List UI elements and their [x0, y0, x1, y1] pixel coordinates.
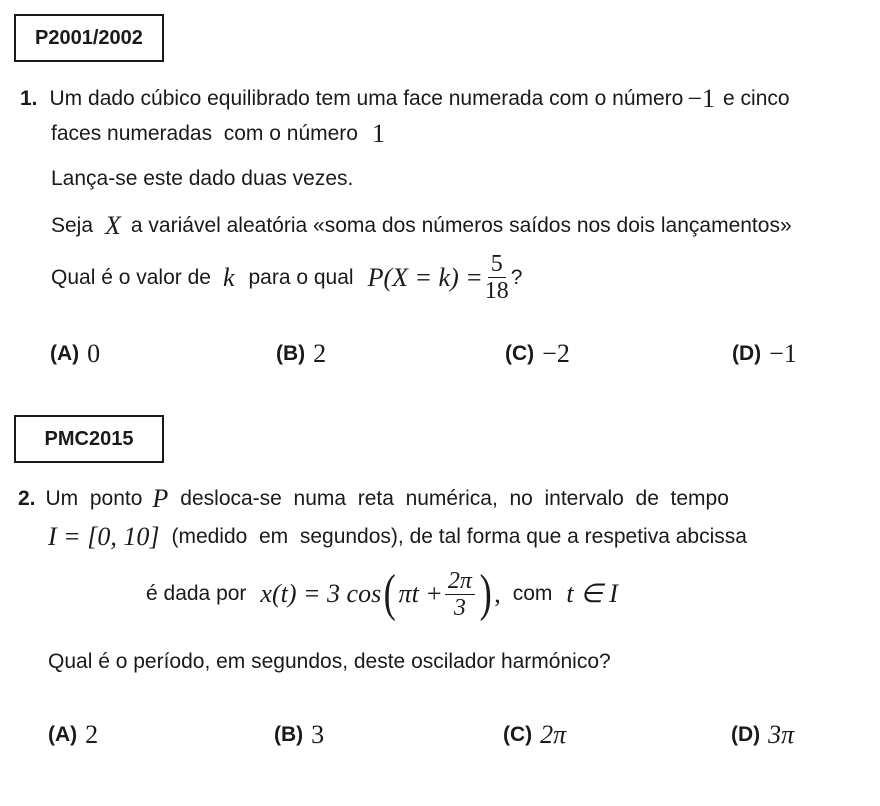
question-number: 1. — [20, 87, 38, 110]
question-text: Um ponto — [45, 487, 143, 510]
source-tag-label: PMC2015 — [44, 427, 134, 450]
math-value: 1 — [371, 119, 385, 148]
question-2-line-3 — [146, 565, 618, 622]
option-label: (D) — [732, 342, 762, 365]
question-text: ? — [510, 265, 523, 289]
option-value: 3π — [768, 720, 795, 749]
question-2-line-2 — [48, 522, 747, 552]
open-paren: ( — [383, 565, 396, 622]
option-a[interactable] — [50, 339, 100, 369]
question-text: (medido em segundos), de tal forma que a respetiva abcissa — [171, 525, 747, 548]
math-expression: P(X = k) = — [367, 262, 483, 292]
option-value: 2 — [85, 720, 99, 749]
question-2-line-4: Qual é o período, em segundos, deste oscilador harmónico? — [48, 650, 611, 673]
question-text: desloca-se numa reta numérica, no intervalo de tempo — [180, 487, 729, 510]
math-expression: t ∈ I — [566, 579, 618, 608]
option-label: (B) — [274, 723, 304, 746]
source-tag — [14, 14, 164, 62]
source-tag-label: P2001/2002 — [35, 26, 143, 49]
question-text: Um dado cúbico equilibrado tem uma face numerada com o número — [49, 87, 684, 110]
fraction-numerator: 5 — [488, 252, 506, 278]
option-value: 0 — [87, 339, 101, 368]
question-text: é dada por — [146, 582, 247, 605]
option-value: −2 — [542, 339, 570, 368]
question-text: Seja — [51, 214, 94, 237]
close-paren: ) — [479, 565, 492, 622]
option-label: (A) — [48, 723, 78, 746]
question-text: faces numeradas com o número — [51, 122, 358, 145]
question-text: com — [512, 582, 553, 605]
question-1-line-1 — [20, 84, 790, 114]
math-fraction — [485, 252, 509, 303]
question-number: 2. — [18, 487, 36, 510]
question-text: e cinco — [723, 87, 790, 110]
fraction-denominator: 18 — [484, 278, 509, 304]
math-variable: k — [222, 262, 235, 292]
option-c[interactable] — [503, 720, 566, 750]
question-1-line-3: Lança-se este dado duas vezes. — [51, 167, 354, 190]
option-b[interactable] — [274, 720, 324, 750]
question-1-line-4 — [51, 211, 792, 241]
option-value: −1 — [769, 339, 797, 368]
math-expression: x(t) = 3 cos — [260, 579, 382, 608]
option-label: (C) — [503, 723, 533, 746]
math-fraction — [445, 569, 475, 620]
question-text: para o qual — [248, 265, 354, 289]
option-value: 3 — [311, 720, 325, 749]
question-text: Qual é o valor de — [51, 265, 211, 289]
option-value: 2 — [313, 339, 327, 368]
option-label: (A) — [50, 342, 80, 365]
question-2-line-1 — [18, 484, 729, 514]
question-text: a variável aleatória «soma dos números saídos nos dois lançamentos» — [130, 214, 792, 237]
question-1-line-2 — [51, 119, 385, 149]
math-variable: P — [152, 484, 169, 513]
option-b[interactable] — [276, 339, 326, 369]
math-expression: I = [0, 10] — [48, 522, 160, 551]
option-d[interactable] — [731, 720, 794, 750]
source-tag — [14, 415, 164, 463]
option-a[interactable] — [48, 720, 98, 750]
option-c[interactable] — [505, 339, 570, 369]
option-label: (B) — [276, 342, 306, 365]
option-label: (D) — [731, 723, 761, 746]
fraction-denominator: 3 — [453, 594, 466, 621]
fraction-numerator: 2π — [445, 569, 475, 595]
option-d[interactable] — [732, 339, 797, 369]
question-1-line-5 — [51, 252, 522, 303]
math-variable: X — [105, 211, 121, 240]
math-punctuation: , — [494, 579, 501, 608]
math-expression: πt + — [398, 579, 443, 608]
option-label: (C) — [505, 342, 535, 365]
option-value: 2π — [540, 720, 567, 749]
math-value: −1 — [687, 84, 716, 113]
